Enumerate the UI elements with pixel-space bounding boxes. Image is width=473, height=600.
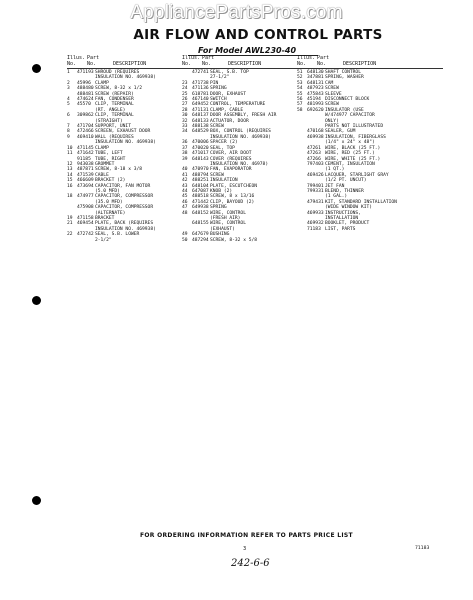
parts-column-2 [182,56,312,243]
header-part: Part [87,55,100,61]
illus-number: 53 [297,80,303,86]
part-number: 799401 [307,183,324,189]
part-description: (STRAIGHT) [95,118,123,124]
part-description: KNOB (2) [210,188,233,194]
part-number: 469454 [77,221,94,227]
binder-hole-3 [32,496,41,505]
illus-number: 38 [182,151,188,157]
illus-number: 46 [182,199,188,205]
part-description: PARTS NOT ILLUSTRATED [325,124,384,130]
part-number: 471738 [192,80,209,86]
handwritten-note: 242-6-6 [231,558,270,569]
part-description: 27-1/2" [210,75,230,81]
page-title: AIR FLOW AND CONTROL PARTS [133,27,383,43]
part-description: JET FAN [325,183,345,189]
part-number: 647679 [192,232,209,238]
part-description: INSULATION NO. 469938) [95,140,156,146]
part-number: 91185 [77,156,91,162]
part-description: SHAFT CONTROL [325,70,361,75]
part-description: CLAMP, CABLE [210,107,244,113]
part-description: SCREW [325,86,339,92]
part-description: (FRESH AIR) [210,215,241,221]
part-description: CLIP, BAYOUD (2) [210,199,255,205]
part-number: 648143 [192,156,209,162]
part-number: 469938 [307,134,324,140]
part-number: 475908 [77,205,94,211]
illus-number: 50 [182,237,188,243]
part-number: 692620 [307,107,324,113]
part-number: 648130 [307,70,324,75]
part-description: CAM [325,80,334,86]
part-number: 647087 [192,188,209,194]
part-number: 469410 [77,134,94,140]
part-number: 648133 [192,118,209,124]
part-number: 488138 [192,124,209,130]
part-description: INSULATION [210,178,238,184]
part-number: 71183 [307,226,321,232]
illus-number: 24 [182,86,188,92]
part-description: (EXHAUST) [210,226,235,232]
part-description: CLAMP [95,145,109,151]
header-part: Part [317,55,330,61]
part-description: WALL (REQUIRES [95,134,134,140]
header-description: DESCRIPTION [113,61,147,67]
part-description: SCREW [325,102,339,108]
illus-number: 14 [67,172,73,178]
illus-number [297,227,307,232]
part-description: DOOR ASSEMBLY, FRESH AIR [210,113,277,119]
part-number: 487871 [77,167,94,173]
part-description: CAPACITOR, COMPRESSOR [95,205,154,211]
part-number: 943038 [77,161,94,167]
part-description: WIRE, BLACK (25 FT.) [325,145,381,151]
part-description: 2-1/2" [95,237,112,243]
part-number: 45570 [77,102,91,108]
part-description: INSTRUCTIONS, [325,210,361,216]
part-description: (WIDE WINDOW KIT) [325,205,373,211]
illus-number: 43 [182,183,188,189]
part-description: (5.0 MFD) [95,188,120,194]
part-number: 648104 [192,183,209,189]
illus-number: 10 [67,145,73,151]
part-number: 488251 [192,178,209,184]
part-description: COVER, AIR DOOT [210,151,252,157]
part-description: DOOR, EXHAUST [210,91,246,97]
illus-number: 4 [67,97,70,103]
part-description: WIRE, WHITE (25 FT.) [325,156,381,162]
header-part-no: No. [202,61,212,67]
illus-number: 40 [182,167,188,173]
part-number: 488481 [77,91,94,97]
part-description: DISCONNECT BLOCK [325,97,370,103]
part-description: CLIP, TERMINAL [95,102,134,108]
part-description: (1/4" x 24" x 48") [325,140,375,146]
column-header [297,56,447,70]
part-description: SUPPORT, UNIT [95,124,131,130]
part-number: 474624 [77,97,94,103]
header-description: DESCRIPTION [343,61,377,67]
part-description: BUSHING [210,232,230,238]
illus-number: 48 [182,210,188,216]
illus-number: 23 [182,80,188,86]
part-description: CAPACITOR, COMPRESSOR [95,194,154,200]
part-number: 472742 [77,232,94,238]
illus-number: 58 [297,107,303,113]
part-number: 467140 [192,97,209,103]
part-description: SEALER, GUM [325,129,356,135]
watermark: AppliancePartsPros.com [130,2,343,23]
part-description: SPRING, WASHER [325,75,364,81]
part-description: BOX, CONTROL (REQUIRES [210,129,271,135]
illus-number: 6 [67,113,70,119]
page-number: 3 [243,546,247,552]
illus-number: 28 [182,107,188,113]
part-number: 469426 [307,172,324,178]
illus-number: 41 [182,172,188,178]
part-number: 473694 [77,183,94,189]
part-number: 347881 [307,75,324,81]
illus-number: 21 [67,221,73,227]
part-number: 472466 [77,129,94,135]
part-number: 466609 [77,178,94,184]
part-number: 45996 [77,80,91,86]
part-description: LIST, PARTS [325,226,356,232]
part-description: SPRING [210,205,227,211]
header-illus: Illus. [182,55,201,61]
part-number: 488794 [192,172,209,178]
part-number: 471193 [77,70,94,75]
illus-number: 22 [67,232,73,238]
part-number: 47261 [307,145,321,151]
part-description: SCREW, 8-18 x 3/8 [95,167,143,173]
illus-number: 19 [67,215,73,221]
part-number: 648529 [192,129,209,135]
part-description: SCREW, 8-32 x 1/2 [95,86,143,92]
part-description: GROMMET [95,161,115,167]
part-description: PLATE, ESCUTCHEON [210,183,258,189]
header-no: No. [297,61,307,67]
part-description: WIRE, CONTROL [210,221,246,227]
illus-number: 54 [297,86,303,92]
part-number: 470970 [192,167,209,173]
part-description: FAN, CONDENSER [95,97,134,103]
illus-number: 42 [182,178,188,184]
part-description: COVER (REQUIRES [210,156,252,162]
part-description: SCREEN, EXHAUST DOOR [95,129,151,135]
header-no: No. [182,61,192,67]
part-description: SLEEVE [325,91,342,97]
model-subtitle: For Model AWL230-40 [198,46,297,55]
part-number: 648155 [192,221,209,227]
binder-hole-2 [32,296,41,305]
part-description: (ALTERNATE) [95,210,126,216]
part-description: CABLE [95,172,109,178]
illus-number: 5 [67,102,70,108]
illus-number: 12 [67,161,73,167]
part-description: PIN [210,80,219,86]
part-number: 488480 [77,86,94,92]
header-no: No. [67,61,77,67]
part-number: 472741 [192,70,209,75]
part-description: CLIP, TERMINAL [95,113,134,119]
illus-number: 55 [297,91,303,97]
part-description: PLATE, BACK (REQUIRES [95,221,154,227]
illus-number: 51 [297,70,303,75]
illus-number: 56 [297,97,303,103]
part-number: 648152 [192,210,209,216]
part-description: (RT. ANGLE) [95,107,126,113]
part-number: 471642 [77,151,94,157]
illus-number: 47 [182,205,188,211]
document-code: 71183 [415,546,430,551]
part-number: 470020 [192,145,209,151]
part-description: KIT, STANDARD INSTALLATION [325,199,397,205]
part-description: INSULATION NO. 469938) [210,134,271,140]
part-number: 471158 [77,215,94,221]
part-description: INSULATOR (USE [325,107,364,113]
part-number: 649452 [192,102,209,108]
illus-number: 16 [67,183,73,189]
illus-number: 9 [67,134,70,140]
illus-number: 32 [182,118,188,124]
part-description: CEMENT, INSULATION [325,161,375,167]
header-part-no: No. [317,61,327,67]
part-description: SHROUD (REQUIRES [95,70,140,75]
part-description: WIRE, CONTROL [210,210,246,216]
column-header [182,56,312,70]
illus-number: 7 [67,124,70,130]
illus-number: 15 [67,178,73,184]
part-description: SCREW (REPAIR) [95,91,134,97]
part-number: 47266 [307,156,321,162]
part-description: INSTALLATION [325,215,359,221]
part-description: INSULATION, FIBERGLASS [325,134,386,140]
part-description: (1 GAL.) [325,194,348,200]
part-description: LACQUER, STARLIGHT GRAY [325,172,389,178]
part-number: 471017 [192,151,209,157]
part-number: 471131 [192,107,209,113]
part-description: BLEND, THINNER [325,188,364,194]
part-description: FAN, EVAPORATOR [210,167,252,173]
part-description: (35.0 MFD) [95,199,123,205]
illus-number: 27 [182,102,188,108]
part-number: 618781 [192,91,209,97]
part-description: SEAL, S.B. TOP [210,70,249,75]
part-description: W/474977 CAPACITOR [325,113,375,119]
parts-row [67,238,197,243]
part-number: 481993 [307,102,324,108]
part-number: 475843 [307,91,324,97]
illus-number [67,238,77,243]
part-description: (1 QT.) [325,167,345,173]
illus-number: 3 [67,86,70,92]
part-description: SEAL, TOP [210,145,235,151]
parts-column-3 [297,56,447,232]
part-number: 474977 [77,194,94,200]
part-description: BRACKET [95,215,115,221]
part-number: 45194 [307,97,321,103]
part-number: 648131 [307,80,324,86]
header-description: DESCRIPTION [228,61,262,67]
part-description: BOOKLET, PRODUCT [325,221,370,227]
part-description: BRACKET (2) [95,178,126,184]
part-number: 649938 [192,205,209,211]
part-description: TUBE, LEFT [95,151,123,157]
parts-column-1 [67,56,197,243]
part-description: SCREW [210,172,224,178]
part-number: 47263 [307,151,321,157]
illus-number: 44 [182,188,188,194]
part-description: ACTUATOR, DOOR [210,118,249,124]
header-part: Part [202,55,215,61]
part-description: ONLY) [325,118,339,124]
part-number: 469933 [307,210,324,216]
part-number: 309862 [77,113,94,119]
parts-row [182,238,312,243]
illus-number: 8 [67,129,70,135]
illus-number: 18 [67,194,73,200]
illus-number: 13 [67,167,73,173]
part-number: 470006 [192,140,209,146]
part-number: 487923 [307,86,324,92]
part-number: 488518 [192,194,209,200]
ordering-footer: FOR ORDERING INFORMATION REFER TO PARTS PRICE LIST [140,532,353,539]
part-description: SCREW [210,124,224,130]
part-number: 471539 [77,172,94,178]
part-number: 471704 [77,124,94,130]
part-number: 648137 [192,113,209,119]
part-description: INSULATION NO. 46978) [210,161,269,167]
part-number: 471145 [77,145,94,151]
part-description: CAPACITOR, FAN MOTOR [95,183,151,189]
part-description: CLAMP [95,80,109,86]
illus-number: 39 [182,156,188,162]
illus-number: 34 [182,129,188,135]
part-description: INSULATION NO. 469938) [95,75,156,81]
illus-number: 26 [182,97,188,103]
part-number: 797403 [307,161,324,167]
illus-number: 30 [182,113,188,119]
part-number: 469932 [307,221,324,227]
header-illus: Illus. [297,55,316,61]
part-description: SWITCH [210,97,227,103]
part-number [77,238,95,243]
illus-number: 49 [182,232,188,238]
column-header [67,56,197,70]
part-description: CONTROL, TEMPERATURE [210,102,266,108]
part-description: INSULATION NO. 469938) [95,226,156,232]
part-number: 479431 [307,199,324,205]
illus-number: 37 [182,145,188,151]
part-number: 799331 [307,188,324,194]
part-number: 471136 [192,86,209,92]
illus-number: 45 [182,194,188,200]
part-description: WIRE, RED (25 FT.) [325,151,375,157]
illus-number: 2 [67,80,70,86]
header-illus: Illus. [67,55,86,61]
illus-number: 1 [67,70,70,75]
part-description: TUBE, RIGHT [95,156,126,162]
part-number: 487294 [192,237,209,243]
illus-number: 57 [297,102,303,108]
part-description: SPACER (2) [210,140,238,146]
illus-number: 36 [182,140,188,146]
illus-number: 11 [67,151,73,157]
illus-number: 52 [297,75,303,81]
part-description: SCREW, 8-32 x 5/8 [210,237,258,243]
illus-number: 25 [182,91,188,97]
part-number: 471442 [192,199,209,205]
part-description: SCREW, 8 x 13/16 [210,194,255,200]
part-number: 470168 [307,129,324,135]
binder-hole-1 [32,64,41,73]
parts-row [297,227,447,232]
part-description: (1/2 PT. UNCUT) [325,178,367,184]
illus-number: 33 [182,124,188,130]
part-description: SEAL, S.B. LOWER [95,232,140,238]
header-part-no: No. [87,61,97,67]
part-description: SPRING [210,86,227,92]
